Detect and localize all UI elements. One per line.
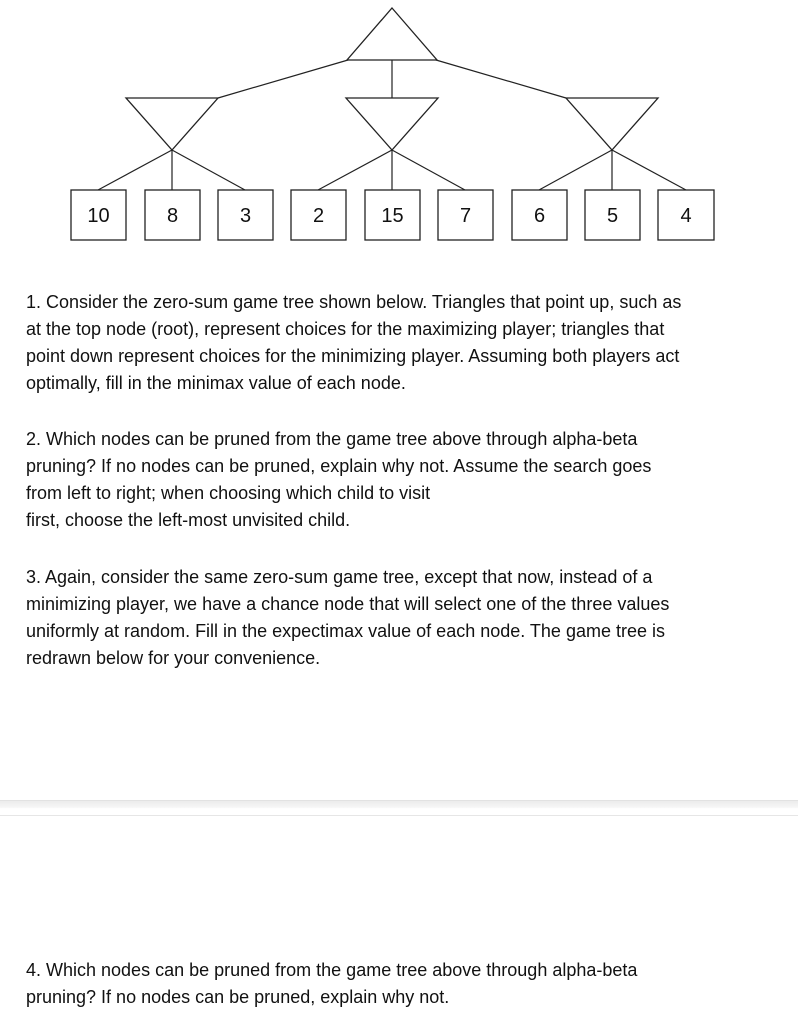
leaf-node <box>512 190 567 240</box>
edge-min-left-leaf-3 <box>172 150 245 190</box>
leaf-value: 2 <box>312 205 325 227</box>
edge-min-right-leaf-7 <box>539 150 612 190</box>
leaf-value: 10 <box>87 205 110 227</box>
leaf-node <box>585 190 640 240</box>
question-line: uniformly at random. Fill in the expectimax value of each node. The game tree is <box>26 621 665 641</box>
game-tree-diagram <box>0 0 798 250</box>
question-line: first, choose the left-most unvisited child. <box>26 510 351 530</box>
edge-root-min-left <box>218 60 348 98</box>
leaf-value: 7 <box>459 205 472 227</box>
leaf-node <box>145 190 200 240</box>
edge-min-right-leaf-9 <box>612 150 686 190</box>
leaf-node <box>658 190 714 240</box>
question-line: from left to right; when choosing which child to visit <box>26 483 431 503</box>
min-node-right <box>566 98 658 150</box>
question-line: optimally, fill in the minimax value of each node. <box>26 373 406 393</box>
question-line: 1. Consider the zero-sum game tree shown below. Triangles that point up, such as <box>26 292 682 312</box>
question-4 <box>26 957 778 1011</box>
leaf-node <box>365 190 420 240</box>
min-node-left <box>126 98 218 150</box>
leaf-node <box>291 190 346 240</box>
question-line: pruning? If no nodes can be pruned, explain why not. <box>26 987 450 1007</box>
max-node-root <box>347 8 437 60</box>
leaf-node <box>71 190 126 240</box>
leaf-nodes <box>71 190 714 240</box>
edge-min-left-leaf-1 <box>98 150 172 190</box>
leaf-value: 4 <box>680 205 692 227</box>
question-3 <box>26 564 778 672</box>
edge-min-middle-leaf-4 <box>318 150 392 190</box>
question-1 <box>26 289 778 397</box>
leaf-value: 15 <box>381 205 404 227</box>
min-node-middle <box>346 98 438 150</box>
question-line: redrawn below for your convenience. <box>26 648 321 668</box>
question-line: minimizing player, we have a chance node that will select one of the three values <box>26 594 670 614</box>
leaf-value: 5 <box>606 205 619 227</box>
leaf-node <box>438 190 493 240</box>
question-line: 2. Which nodes can be pruned from the game tree above through alpha-beta <box>26 429 638 449</box>
leaf-value: 3 <box>239 205 252 227</box>
question-line: point down represent choices for the minimizing player. Assuming both players act <box>26 346 680 366</box>
leaf-value: 8 <box>166 205 179 227</box>
leaf-value: 6 <box>533 205 546 227</box>
section-divider <box>0 800 798 816</box>
edge-root-min-right <box>436 60 566 98</box>
question-line: pruning? If no nodes can be pruned, explain why not. Assume the search goes <box>26 456 652 476</box>
question-2 <box>26 426 778 534</box>
edge-min-middle-leaf-6 <box>392 150 465 190</box>
question-line: 3. Again, consider the same zero-sum game tree, except that now, instead of a <box>26 567 653 587</box>
question-line: 4. Which nodes can be pruned from the game tree above through alpha-beta <box>26 960 638 980</box>
leaf-node <box>218 190 273 240</box>
question-line: at the top node (root), represent choices for the maximizing player; triangles that <box>26 319 665 339</box>
